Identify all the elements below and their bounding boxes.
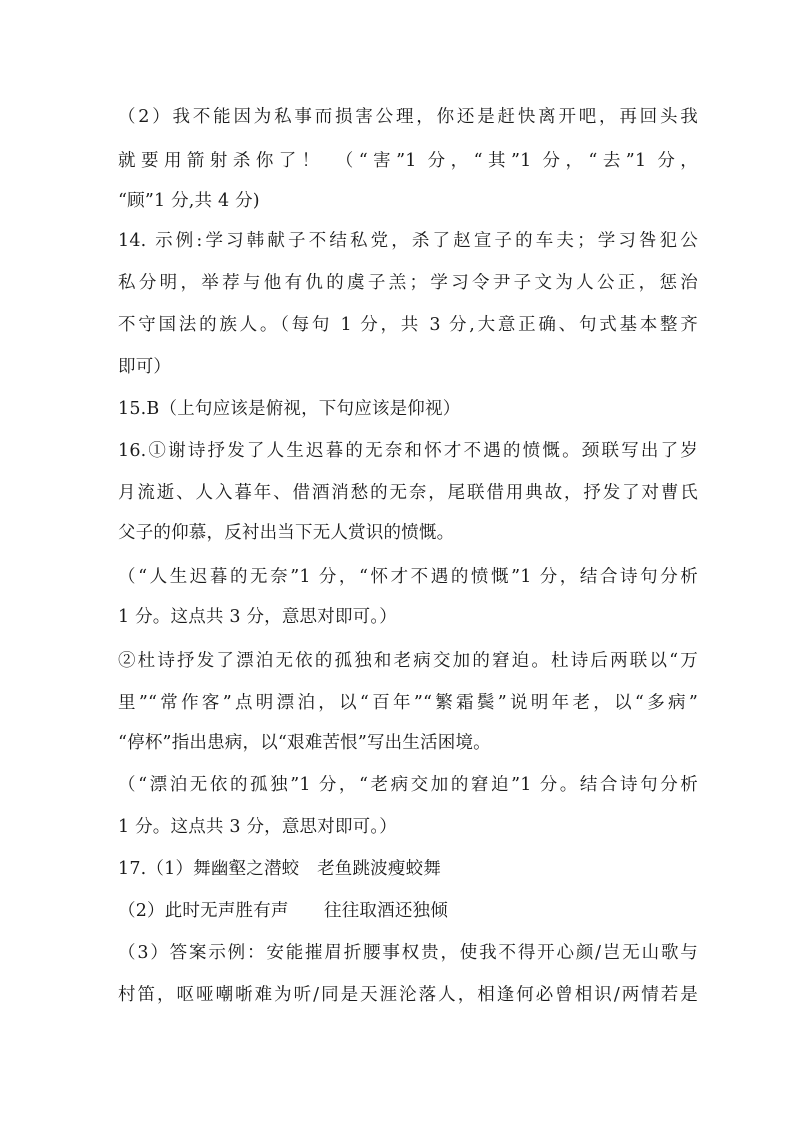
text-line-22: 村笛，呕哑嘲哳难为听/同是天涯沦落人，相逢何必曾相识/两情若是 [118, 985, 698, 1005]
text-line-18: 1 分。这点共 3 分，意思对即可。） [118, 817, 398, 837]
text-line-1: （2）我不能因为私事而损害公理，你还是赶快离开吧，再回头我 [118, 107, 698, 127]
text-line-4: 14. 示例:学习韩献子不结私党，杀了赵宣子的车夫；学习咎犯公 [118, 231, 698, 251]
text-line-14: ②杜诗抒发了漂泊无依的孤独和老病交加的窘迫。杜诗后两联以“万 [118, 651, 698, 671]
text-line-15: 里”“常作客”点明漂泊，以“百年”“繁霜鬓”说明年老，以“多病” [118, 693, 698, 713]
text-line-2: 就要用箭射杀你了！ （“害”1 分，“其”1 分，“去”1 分， [118, 151, 698, 171]
text-line-12: （“人生迟暮的无奈”1 分，“怀才不遇的愤慨”1 分，结合诗句分析 [118, 567, 698, 587]
text-line-20: （2）此时无声胜有声 往往取酒还独倾 [118, 901, 448, 921]
text-line-3: “顾”1 分,共 4 分) [118, 191, 260, 211]
text-line-5: 私分明，举荐与他有仇的虞子羔；学习令尹子文为人公正，惩治 [118, 273, 698, 293]
text-line-7: 即可） [118, 357, 172, 377]
text-line-19: 17.（1）舞幽壑之潜蛟 老鱼跳波瘦蛟舞 [118, 859, 441, 879]
text-line-8: 15.B（上句应该是俯视，下句应该是仰视） [118, 399, 461, 419]
text-line-13: 1 分。这点共 3 分，意思对即可。） [118, 607, 398, 627]
text-line-10: 月流逝、人入暮年、借酒消愁的无奈，尾联借用典故，抒发了对曹氏 [118, 483, 698, 503]
text-line-11: 父子的仰慕，反衬出当下无人赏识的愤慨。 [118, 523, 455, 543]
text-line-6: 不守国法的族人。（每句 1 分，共 3 分,大意正确、句式基本整齐 [118, 315, 698, 335]
text-line-21: （3）答案示例：安能摧眉折腰事权贵，使我不得开心颜/岂无山歌与 [118, 943, 698, 963]
text-line-17: （“漂泊无依的孤独”1 分，“老病交加的窘迫”1 分。结合诗句分析 [118, 775, 698, 795]
text-line-9: 16.①谢诗抒发了人生迟暮的无奈和怀才不遇的愤慨。颈联写出了岁 [118, 441, 698, 461]
text-line-16: “停杯”指出患病，以“艰难苦恨”写出生活困境。 [118, 733, 491, 753]
